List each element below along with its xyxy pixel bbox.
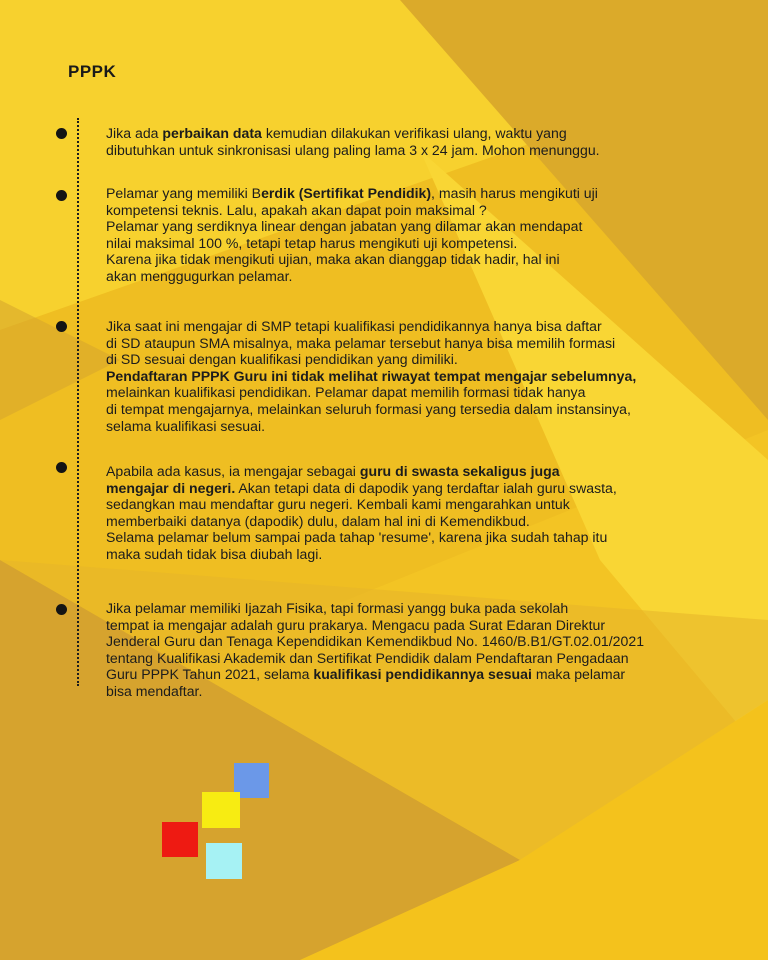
bold-text: perbaikan data <box>162 125 262 141</box>
paragraph-line <box>106 480 746 497</box>
paragraph-line <box>106 650 746 667</box>
paragraph-line <box>106 617 746 634</box>
paragraph-line <box>106 318 746 335</box>
info-paragraph <box>106 600 746 700</box>
text-segment: maka pelamar <box>531 666 626 683</box>
yellow-square <box>202 792 240 828</box>
paragraph-line <box>106 268 746 285</box>
paragraph-line <box>106 633 746 650</box>
paragraph-line <box>106 463 746 480</box>
text-segment: nilai maksimal 100 %, tetapi tetap harus mengikuti uji kompetensi. <box>106 234 518 251</box>
text-segment: Jika pelamar memiliki Ijazah Fisika, tapi formasi yangg buka pada sekolah <box>106 600 569 616</box>
paragraph-line <box>106 125 746 142</box>
bold-text: kualifikasi pendidikannya sesuai <box>313 666 532 683</box>
text-segment: bisa mendaftar. <box>106 682 203 699</box>
text-segment: Jika ada <box>106 125 163 141</box>
paragraph-line <box>106 384 746 401</box>
text-segment: Pelamar yang serdiknya linear dengan jabatan yang dilamar akan mendapat <box>106 218 583 235</box>
paragraph-line <box>106 142 746 159</box>
cyan-square <box>206 843 242 879</box>
text-segment: di SD sesuai dengan kualifikasi pendidikan yang dimiliki. <box>106 351 458 368</box>
bullet-icon <box>56 462 67 473</box>
paragraph-line <box>106 351 746 368</box>
text-segment: Guru PPPK Tahun 2021, selama <box>106 666 314 683</box>
paragraph-line <box>106 368 746 385</box>
bold-text: guru di swasta sekaligus juga <box>359 463 560 479</box>
paragraph-line <box>106 513 746 530</box>
bold-text: mengajar di negeri. <box>106 479 236 496</box>
paragraph-line <box>106 251 746 268</box>
text-segment: di tempat mengajarnya, melainkan seluruh formasi yang tersedia dalam instansinya, <box>106 400 631 417</box>
text-segment: sedangkan mau mendaftar guru negeri. Kembali kami mengarahkan untuk <box>106 496 570 513</box>
text-segment: maka sudah tidak bisa diubah lagi. <box>106 545 323 562</box>
paragraph-line <box>106 218 746 235</box>
bullet-icon <box>56 321 67 332</box>
text-segment: Selama pelamar belum sampai pada tahap 'resume', karena jika sudah tahap itu <box>106 529 608 546</box>
paragraph-line <box>106 496 746 513</box>
info-paragraph <box>106 125 746 158</box>
text-segment: akan menggugurkan pelamar. <box>106 267 293 284</box>
text-segment: di SD ataupun SMA misalnya, maka pelamar tersebut hanya bisa memilih formasi <box>106 334 616 351</box>
text-segment: memberbaiki datanya (dapodik) dulu, dalam hal ini di Kemendikbud. <box>106 512 530 529</box>
text-segment: Jika saat ini mengajar di SMP tetapi kualifikasi pendidikannya hanya bisa daftar <box>106 318 602 334</box>
timeline-dotted-line <box>77 118 79 686</box>
text-segment: melainkan kualifikasi pendidikan. Pelamar dapat memilih formasi tidak hanya <box>106 384 586 401</box>
paragraph-line <box>106 202 746 219</box>
bold-text: erdik (Sertifikat Pendidik) <box>261 185 432 201</box>
paragraph-line <box>106 546 746 563</box>
paragraph-line <box>106 185 746 202</box>
text-segment: kompetensi teknis. Lalu, apakah akan dapat poin maksimal ? <box>106 201 487 218</box>
paragraph-line <box>106 683 746 700</box>
text-segment: tempat ia mengajar adalah guru prakarya. Mengacu pada Surat Edaran Direktur <box>106 616 606 633</box>
info-paragraph <box>106 463 746 563</box>
paragraph-line <box>106 666 746 683</box>
text-segment: Pelamar yang memiliki B <box>106 185 262 201</box>
info-paragraph <box>106 318 746 434</box>
paragraph-line <box>106 235 746 252</box>
paragraph-line <box>106 401 746 418</box>
bullet-icon <box>56 128 67 139</box>
text-segment: dibutuhkan untuk sinkronisasi ulang paling lama 3 x 24 jam. Mohon menunggu. <box>106 141 600 158</box>
bullet-icon <box>56 190 67 201</box>
text-segment: kemudian dilakukan verifikasi ulang, waktu yang <box>261 125 567 141</box>
page-title: PPPK <box>68 62 117 81</box>
text-segment: Akan tetapi data di dapodik yang terdaftar ialah guru swasta, <box>235 479 617 496</box>
paragraph-line <box>106 335 746 352</box>
text-segment: selama kualifikasi sesuai. <box>106 417 266 434</box>
paragraph-line <box>106 600 746 617</box>
bullet-icon <box>56 604 67 615</box>
text-segment: Jenderal Guru dan Tenaga Kependidikan Kemendikbud No. 1460/B.B1/GT.02.01/2021 <box>106 633 645 650</box>
paragraph-line <box>106 418 746 435</box>
paragraph-line <box>106 529 746 546</box>
text-segment: Apabila ada kasus, ia mengajar sebagai <box>106 463 360 479</box>
bold-text: Pendaftaran PPPK Guru ini tidak melihat riwayat tempat mengajar sebelumnya, <box>106 367 637 384</box>
text-segment: , masih harus mengikuti uji <box>431 185 598 201</box>
text-segment: tentang Kualifikasi Akademik dan Sertifikat Pendidik dalam Pendaftaran Pengadaan <box>106 649 629 666</box>
red-square <box>162 822 198 857</box>
info-paragraph <box>106 185 746 285</box>
text-segment: Karena jika tidak mengikuti ujian, maka akan dianggap tidak hadir, hal ini <box>106 251 560 268</box>
